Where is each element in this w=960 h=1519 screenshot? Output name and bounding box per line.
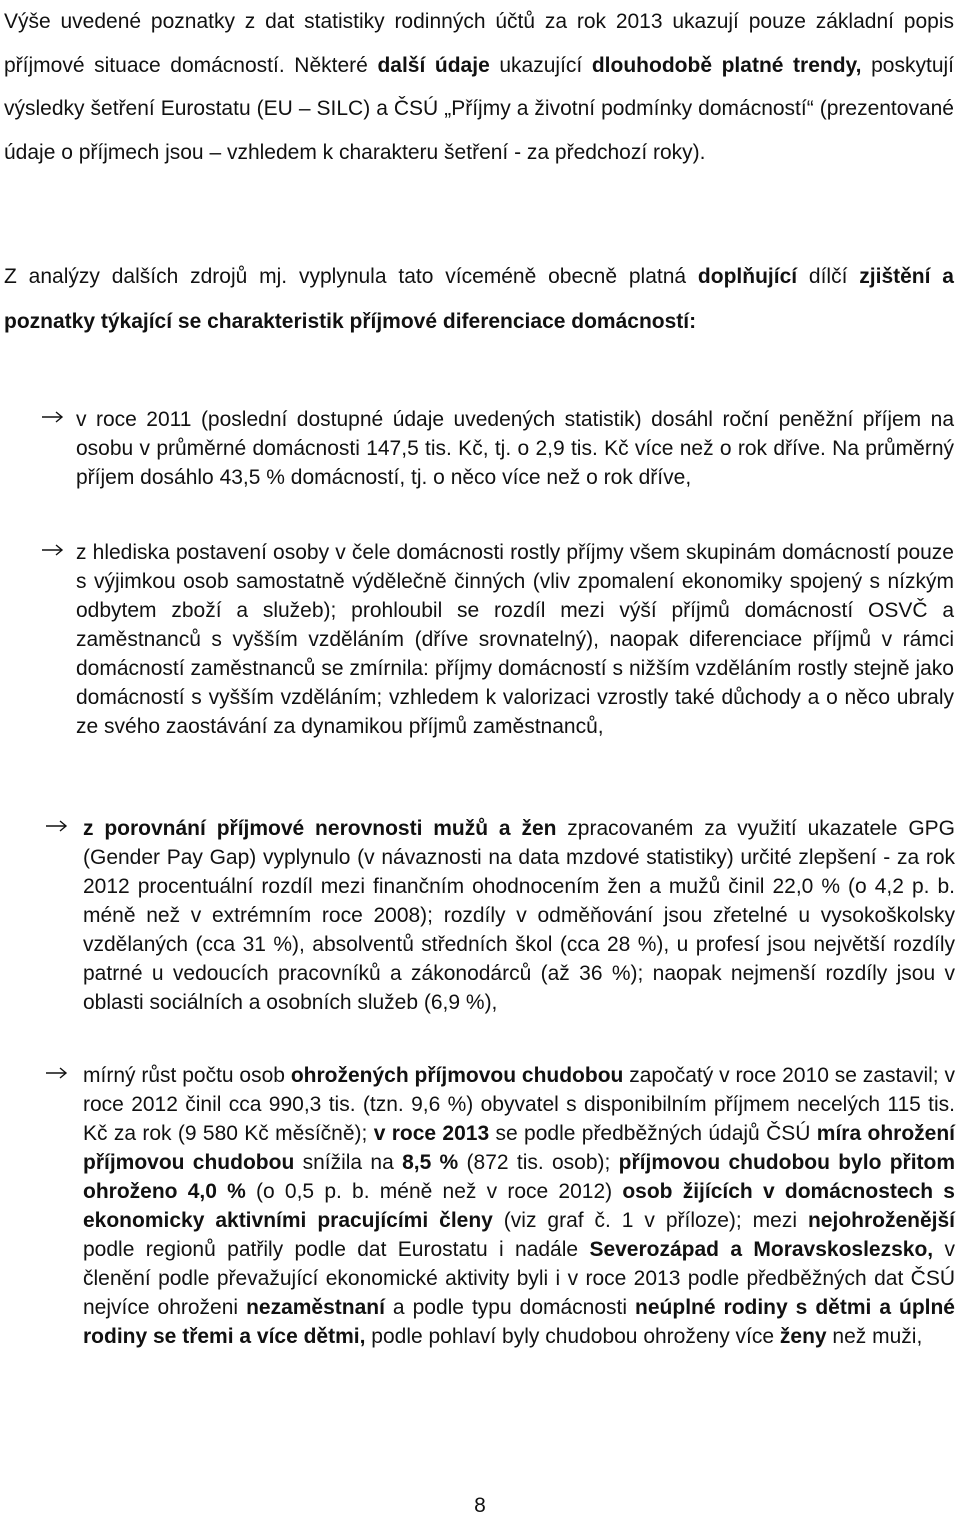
text-segment: podle pohlaví byly chudobou ohroženy více xyxy=(365,1325,780,1348)
text-segment: než muži, xyxy=(826,1325,923,1348)
bullet-text xyxy=(76,538,954,741)
bold-text-segment: neúplné rodiny s dětmi a úplné rodiny se třemi a více dětmi, xyxy=(83,1296,955,1348)
findings-intro-paragraph xyxy=(4,254,954,344)
text-segment: poskytují výsledky šetření Eurostatu (EU – SILC) a ČSÚ „Příjmy a životní podmínky domácností“ (prezentované údaje o příjmech jsou – vzhledem k charakteru šetření - za předchozí roky). xyxy=(4,53,954,164)
bold-text-segment: osob žijících v domácnostech s ekonomicky aktivními pracujícími členy xyxy=(83,1180,955,1232)
text-segment: a podle typu domácnosti xyxy=(384,1296,636,1319)
text-segment: se podle předběžných údajů ČSÚ xyxy=(489,1122,817,1145)
text-segment: zpracovaném za využití ukazatele GPG (Gender Pay Gap) vyplynulo (v návaznosti na data mzdové statistiky) určité zlepšení - za rok 2012 procentuální rozdíl mezi finančním ohodnocením žen a mužů činil 22,0 % (o 4,2 p. b. méně než v extrémním roce 2008); rozdíly v odměňování jsou zřetelné u vysokoškolsky vzdělaných (cca 31 %), absolventů středních škol (cca 28 %), u profesí jsou největší rozdíly patrné u vedoucích pracovníků a zákonodárců (až 36 %); naopak nejmenší rozdíly jsou v oblasti sociálních a osobních služeb (6,9 %), xyxy=(83,817,955,1014)
page-number: 8 xyxy=(474,1494,486,1517)
intro-paragraph xyxy=(4,0,954,174)
text-segment: z hlediska postavení osoby v čele domácnosti rostly příjmy všem skupinám domácností pouze s výjimkou osob samostatně výdělečně činných (vliv zpomalení ekonomiky spojený s nízkým odbytem zboží a služeb); prohloubil se rozdíl mezi výší příjmů domácností OSVČ a zaměstnanců s vyšším vzděláním (dříve srovnatelný), naopak diferenciace příjmů v rámci domácností zaměstnanců se zmírnila: příjmy domácností s nižším vzděláním rostly stejně jako domácností s vyšším vzděláním; vzhledem k valorizaci vzrostly také důchody a o něco ubraly ze svého zaostávání za dynamikou příjmů zaměstnanců, xyxy=(76,541,954,738)
text-segment: (872 tis. osob); xyxy=(458,1151,619,1174)
right-arrow-icon xyxy=(44,1063,70,1083)
bold-text-segment: příjmovou chudobou bylo přitom ohroženo 4,0 % xyxy=(83,1151,956,1203)
bullet-text xyxy=(76,405,954,492)
bold-text-segment: další údaje xyxy=(377,53,490,77)
bold-text-segment: dlouhodobě platné trendy, xyxy=(591,53,862,77)
text-segment: (viz graf č. 1 v příloze); mezi xyxy=(492,1209,808,1232)
text-segment: ukazující xyxy=(489,53,592,77)
text-segment: v členění podle převažující ekonomické aktivity byli i v roce 2013 podle předběžných dat ČSÚ nejvíce ohroženi xyxy=(83,1238,955,1319)
bold-text-segment: zjištění a poznatky týkající se charakteristik příjmové diferenciace domácností: xyxy=(4,265,954,333)
bullet-text xyxy=(83,1061,955,1351)
text-segment: započatý v roce 2010 se zastavil; v roce 2012 činil cca 990,3 tis. (tzn. 9,6 %) obyvatel s disponibilním příjmem necelých 115 tis. Kč za rok (9 580 Kč měsíčně); xyxy=(83,1064,955,1145)
bold-text-segment: Severozápad a Moravskoslezsko, xyxy=(589,1238,934,1261)
right-arrow-icon xyxy=(40,407,66,427)
text-segment: dílčí xyxy=(797,265,860,288)
text-segment: Z analýzy dalších zdrojů mj. vyplynula tato víceméně obecně platná xyxy=(4,265,698,288)
right-arrow-icon xyxy=(40,540,66,560)
text-segment: mírný růst počtu osob xyxy=(83,1064,291,1087)
text-segment: v roce 2011 (poslední dostupné údaje uvedených statistik) dosáhl roční peněžní příjem na osobu v průměrné domácnosti 147,5 tis. Kč, tj. o 2,9 tis. Kč více než o rok dříve. Na průměrný příjem dosáhlo 43,5 % domácností, tj. o něco více než o rok dříve, xyxy=(76,408,954,489)
bold-text-segment: ohrožených příjmovou chudobou xyxy=(290,1064,624,1087)
text-segment: podle regionů patřily podle dat Eurostatu i nadále xyxy=(83,1238,590,1261)
bold-text-segment: nejohroženější xyxy=(807,1209,956,1232)
text-segment: (o 0,5 p. b. méně než v roce 2012) xyxy=(245,1180,623,1203)
bold-text-segment: doplňující xyxy=(697,265,798,288)
right-arrow-icon xyxy=(44,816,70,836)
bold-text-segment: nezaměstnaní xyxy=(246,1296,385,1319)
text-segment: snížila na xyxy=(294,1151,403,1174)
bullet-text xyxy=(83,814,955,1017)
bold-text-segment: 8,5 % xyxy=(402,1151,459,1174)
text-segment: Výše uvedené poznatky z dat statistiky rodinných účtů za rok 2013 ukazují pouze základní popis příjmové situace domácností. Některé xyxy=(4,10,954,77)
bold-text-segment: v roce 2013 xyxy=(373,1122,490,1145)
bold-text-segment: ženy xyxy=(779,1325,827,1348)
bold-text-segment: z porovnání příjmové nerovnosti mužů a žen xyxy=(83,817,557,840)
bold-text-segment: míra ohrožení příjmovou chudobou xyxy=(83,1122,955,1174)
